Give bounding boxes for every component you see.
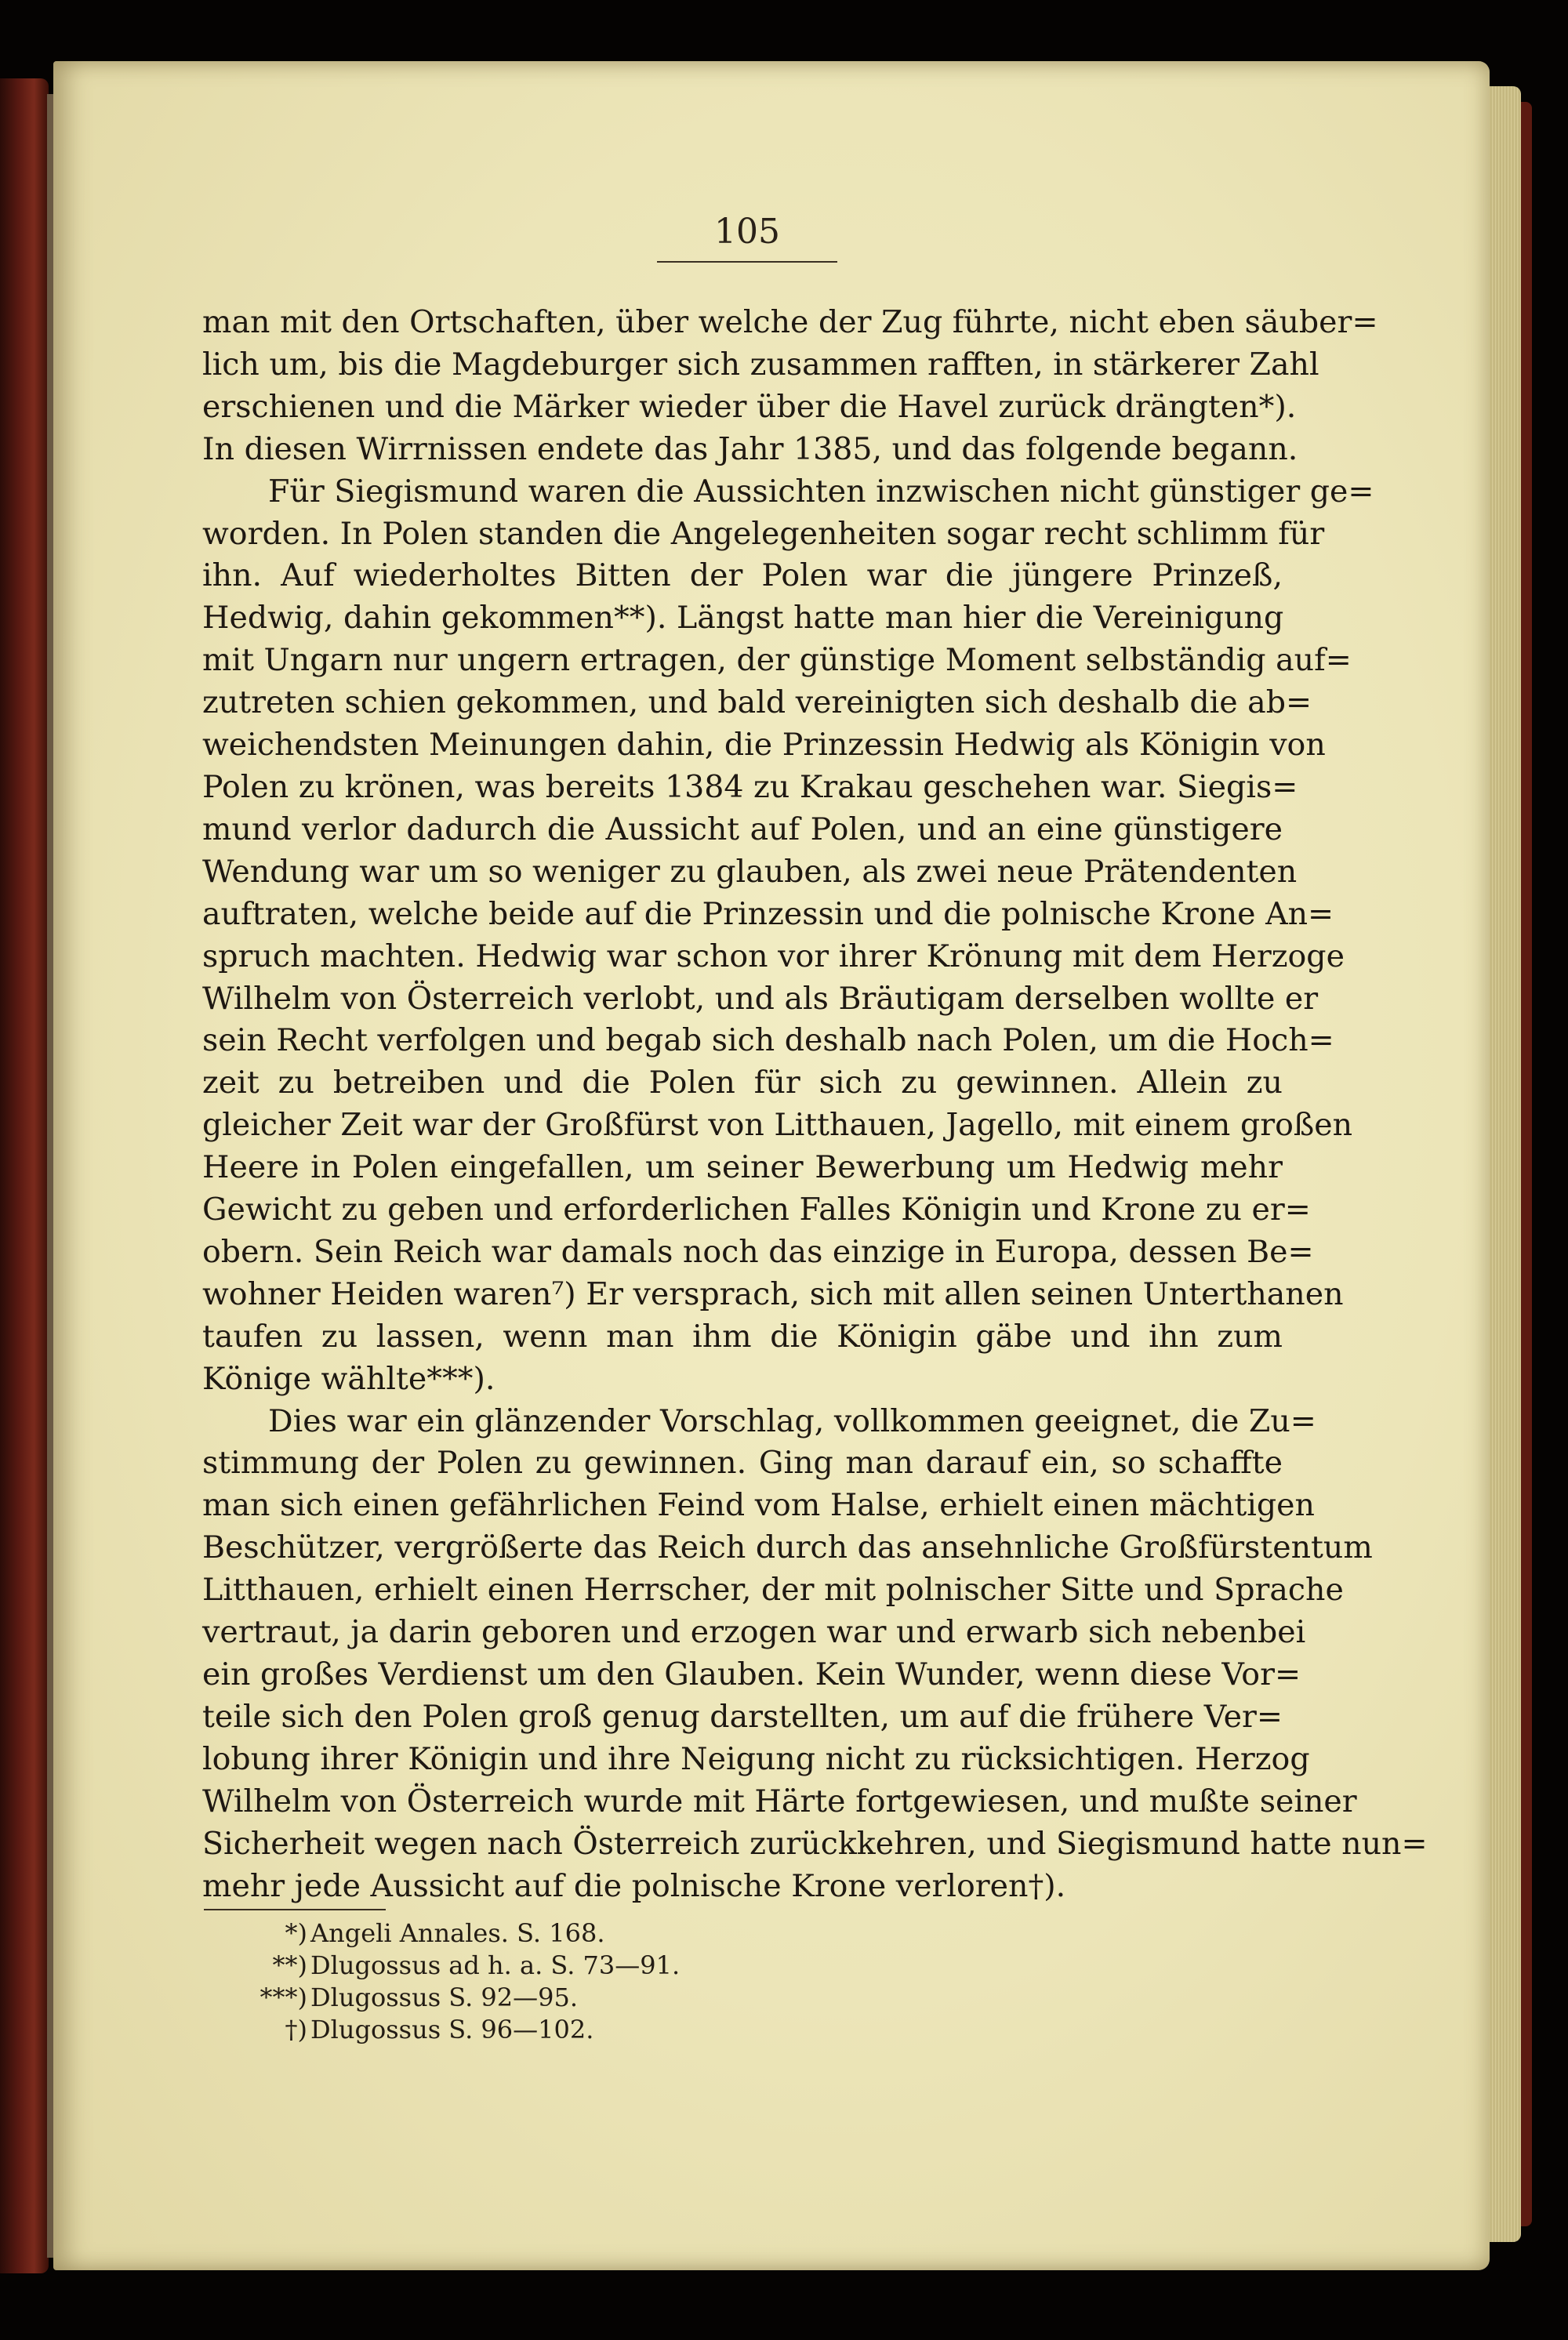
- footnote-mark: ***): [260, 1983, 307, 2012]
- footnote: [204, 1917, 909, 1950]
- footnote-text: Dlugossus ad h. a. S. 73—91.: [310, 1950, 681, 1980]
- body-text: [202, 302, 1428, 1907]
- text-line: erschienen und die Märker wieder über die Havel zurück drängten*).: [202, 388, 1297, 425]
- header-rule: [657, 261, 837, 263]
- text-line: Gewicht zu geben und erforderlichen Falles Königin und Krone zu er=: [202, 1192, 1311, 1228]
- text-line: In diesen Wirrnissen endete das Jahr 1385, und das folgende begann.: [202, 430, 1298, 467]
- text-line: gleicher Zeit war der Großfürst von Litthauen, Jagello, mit einem großen: [202, 1107, 1353, 1144]
- text-line: ein großes Verdienst um den Glauben. Kein Wunder, wenn diese Vor=: [202, 1656, 1301, 1692]
- text-line: man sich einen gefährlichen Feind vom Halse, erhielt einen mächtigen: [202, 1487, 1315, 1524]
- text-line: worden. In Polen standen die Angelegenheiten sogar recht schlimm für: [202, 515, 1325, 552]
- text-line: weichendsten Meinungen dahin, die Prinzessin Hedwig als Königin von: [202, 727, 1326, 764]
- text-line: Heere in Polen eingefallen, um seiner Bewerbung um Hedwig mehr: [202, 1149, 1283, 1186]
- page-number: 105: [714, 212, 780, 252]
- text-line: Könige wählte***).: [202, 1360, 495, 1397]
- footnote-mark: **): [272, 1950, 307, 1980]
- text-line: taufen zu lassen, wenn man ihm die Königin gäbe und ihn zum: [202, 1318, 1283, 1355]
- text-line: teile sich den Polen groß genug darstellten, um auf die frühere Ver=: [202, 1698, 1283, 1735]
- text-line: lobung ihrer Königin und ihre Neigung nicht zu rücksichtigen. Herzog: [202, 1740, 1310, 1777]
- footnote-text: Dlugossus S. 92—95.: [310, 1983, 579, 2012]
- footnote: [204, 1950, 909, 1982]
- text-line: vertraut, ja darin geboren und erzogen war und erwarb sich nebenbei: [202, 1614, 1306, 1651]
- left-paper-edge: [47, 94, 53, 2258]
- text-line: stimmung der Polen zu gewinnen. Ging man darauf ein, so schaffte: [202, 1445, 1283, 1482]
- footnote-mark: †): [285, 2015, 307, 2044]
- text-line: spruch machten. Hedwig war schon vor ihrer Krönung mit dem Herzoge: [202, 938, 1345, 974]
- text-line: Wilhelm von Österreich verlobt, und als Bräutigam derselben wollte er: [202, 980, 1319, 1017]
- footnote: [204, 1982, 909, 2014]
- text-line: Für Siegismund waren die Aussichten inzwischen nicht günstiger ge=: [268, 473, 1374, 510]
- text-line: sein Recht verfolgen und begab sich deshalb nach Polen, um die Hoch=: [202, 1022, 1334, 1059]
- text-line: Wendung war um so weniger zu glauben, als zwei neue Prätendenten: [202, 853, 1298, 890]
- text-line: Beschützer, vergrößerte das Reich durch das ansehnliche Großfürstentum: [202, 1529, 1373, 1566]
- text-line: Hedwig, dahin gekommen**). Längst hatte man hier die Vereinigung: [202, 600, 1284, 637]
- text-line: wohner Heiden waren⁷) Er versprach, sich mit allen seinen Unterthanen: [202, 1275, 1344, 1312]
- text-line: lich um, bis die Magdeburger sich zusammen rafften, in stärkerer Zahl: [202, 346, 1319, 383]
- text-line: Dies war ein glänzender Vorschlag, vollkommen geeignet, die Zu=: [268, 1402, 1316, 1439]
- footnote-mark: *): [285, 1918, 307, 1948]
- text-line: ihn. Auf wiederholtes Bitten der Polen war die jüngere Prinzeß,: [202, 557, 1283, 594]
- text-line: mehr jede Aussicht auf die polnische Krone verloren†).: [202, 1867, 1066, 1904]
- text-line: Wilhelm von Österreich wurde mit Härte fortgewiesen, und mußte seiner: [202, 1783, 1357, 1819]
- text-line: mund verlor dadurch die Aussicht auf Polen, und an eine günstigere: [202, 811, 1283, 847]
- footnotes: [204, 1917, 909, 2046]
- footnote-text: Dlugossus S. 96—102.: [310, 2015, 594, 2044]
- text-line: Sicherheit wegen nach Österreich zurückkehren, und Siegismund hatte nun=: [202, 1825, 1428, 1862]
- text-line: man mit den Ortschaften, über welche der Zug führte, nicht eben säuber=: [202, 304, 1378, 340]
- text-line: auftraten, welche beide auf die Prinzessin und die polnische Krone An=: [202, 895, 1334, 932]
- text-line: zeit zu betreiben und die Polen für sich zu gewinnen. Allein zu: [202, 1065, 1283, 1101]
- text-line: obern. Sein Reich war damals noch das einzige in Europa, dessen Be=: [202, 1233, 1314, 1270]
- footnote: [204, 2014, 909, 2046]
- page-stack-edge: [1490, 86, 1521, 2242]
- footnote-text: Angeli Annales. S. 168.: [310, 1918, 605, 1948]
- text-line: mit Ungarn nur ungern ertragen, der günstige Moment selbständig auf=: [202, 642, 1352, 679]
- text-line: zutreten schien gekommen, und bald vereinigten sich deshalb die ab=: [202, 684, 1312, 721]
- left-page-edge: [0, 78, 49, 2273]
- footnote-rule: [204, 1909, 386, 1910]
- text-line: Polen zu krönen, was bereits 1384 zu Krakau geschehen war. Siegis=: [202, 768, 1298, 805]
- text-line: Litthauen, erhielt einen Herrscher, der mit polnischer Sitte und Sprache: [202, 1572, 1344, 1609]
